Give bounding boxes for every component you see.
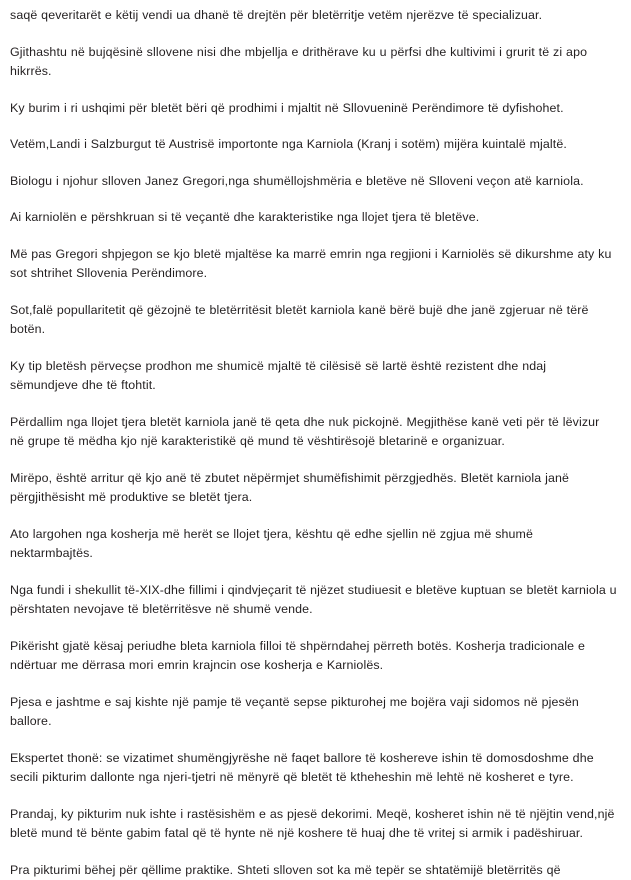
paragraph: Përdallim nga llojet tjera bletët karniola janë të qeta dhe nuk pickojnë. Megjithëse kanë veti për të lëvizur në grupe të mëdha kjo një karakteristikë që mund të vështirësojë bletarinë e organizuar. xyxy=(10,413,617,452)
paragraph: Ky burim i ri ushqimi për bletët bëri që prodhimi i mjaltit në Sllovueninë Perëndimore të dyfishohet. xyxy=(10,99,617,119)
paragraph: Pikërisht gjatë kësaj periudhe bleta karniola filloi të shpërndahej përreth botës. Kosherja tradicionale e ndërtuar me dërrasa mori emrin krajncin ose kosherja e Karniolës. xyxy=(10,637,617,676)
paragraph: Biologu i njohur slloven Janez Gregori,nga shumëllojshmëria e bletëve në Slloveni veçon atë karniola. xyxy=(10,172,617,192)
paragraph: Ekspertet thonë: se vizatimet shumëngjyrëshe në faqet ballore të koshereve ishin të domosdoshme dhe secili pikturim dallonte nga njeri-tjetri në mënyrë që bletët të ktheheshin më lehtë në kosheret e tyre. xyxy=(10,749,617,788)
paragraph: Nga fundi i shekullit të-XIX-dhe fillimi i qindvjeçarit të njëzet studiuesit e bletëve kuptuan se bletët karniola u përshtaten nevojave të bletërritësve në shumë vende. xyxy=(10,581,617,620)
paragraph: Ky tip bletësh përveçse prodhon me shumicë mjaltë të cilësisë së lartë është rezistent dhe ndaj sëmundjeve dhe të ftohtit. xyxy=(10,357,617,396)
paragraph: Pra pikturimi bëhej për qëllime praktike. Shteti slloven sot ka më tepër se shtatëmijë bletërritës që xyxy=(10,861,617,880)
paragraph: Gjithashtu në bujqësinë sllovene nisi dhe mbjellja e drithërave ku u përfsi dhe kultivimi i grurit të zi apo hikrrës. xyxy=(10,43,617,82)
paragraph: Ato largohen nga kosherja më herët se llojet tjera, kështu që edhe sjellin në zgjua më shumë nektarmbajtës. xyxy=(10,525,617,564)
paragraph: Më pas Gregori shpjegon se kjo bletë mjaltëse ka marrë emrin nga regjioni i Karniolës së dikurshme aty ku sot shtrihet Sllovenia Perëndimore. xyxy=(10,245,617,284)
paragraph: Ai karniolën e përshkruan si të veçantë dhe karakteristike nga llojet tjera të bletëve. xyxy=(10,208,617,228)
paragraph: Prandaj, ky pikturim nuk ishte i rastësishëm e as pjesë dekorimi. Meqë, kosheret ishin në të njëjtin vend,një bletë mund të bënte gabim fatal që të hynte në një koshere të huaj dhe të vritej si armik i padëshiruar. xyxy=(10,805,617,844)
paragraph: Sot,falë popullaritetit që gëzojnë te bletërritësit bletët karniola kanë bërë bujë dhe janë zgjeruar në tërë botën. xyxy=(10,301,617,340)
paragraph: Mirëpo, është arritur që kjo anë të zbutet nëpërmjet shumëfishimit përzgjedhës. Bletët karniola janë përgjithësisht më produktive se bletët tjera. xyxy=(10,469,617,508)
paragraph: saqë qeveritarët e këtij vendi ua dhanë të drejtën për bletërritje vetëm njerëzve të specializuar. xyxy=(10,6,617,26)
paragraph: Pjesa e jashtme e saj kishte një pamje të veçantë sepse pikturohej me bojëra vaji sidomos në pjesën ballore. xyxy=(10,693,617,732)
paragraph: Vetëm,Landi i Salzburgut të Austrisë importonte nga Karniola (Kranj i sotëm) mijëra kuintalë mjaltë. xyxy=(10,135,617,155)
